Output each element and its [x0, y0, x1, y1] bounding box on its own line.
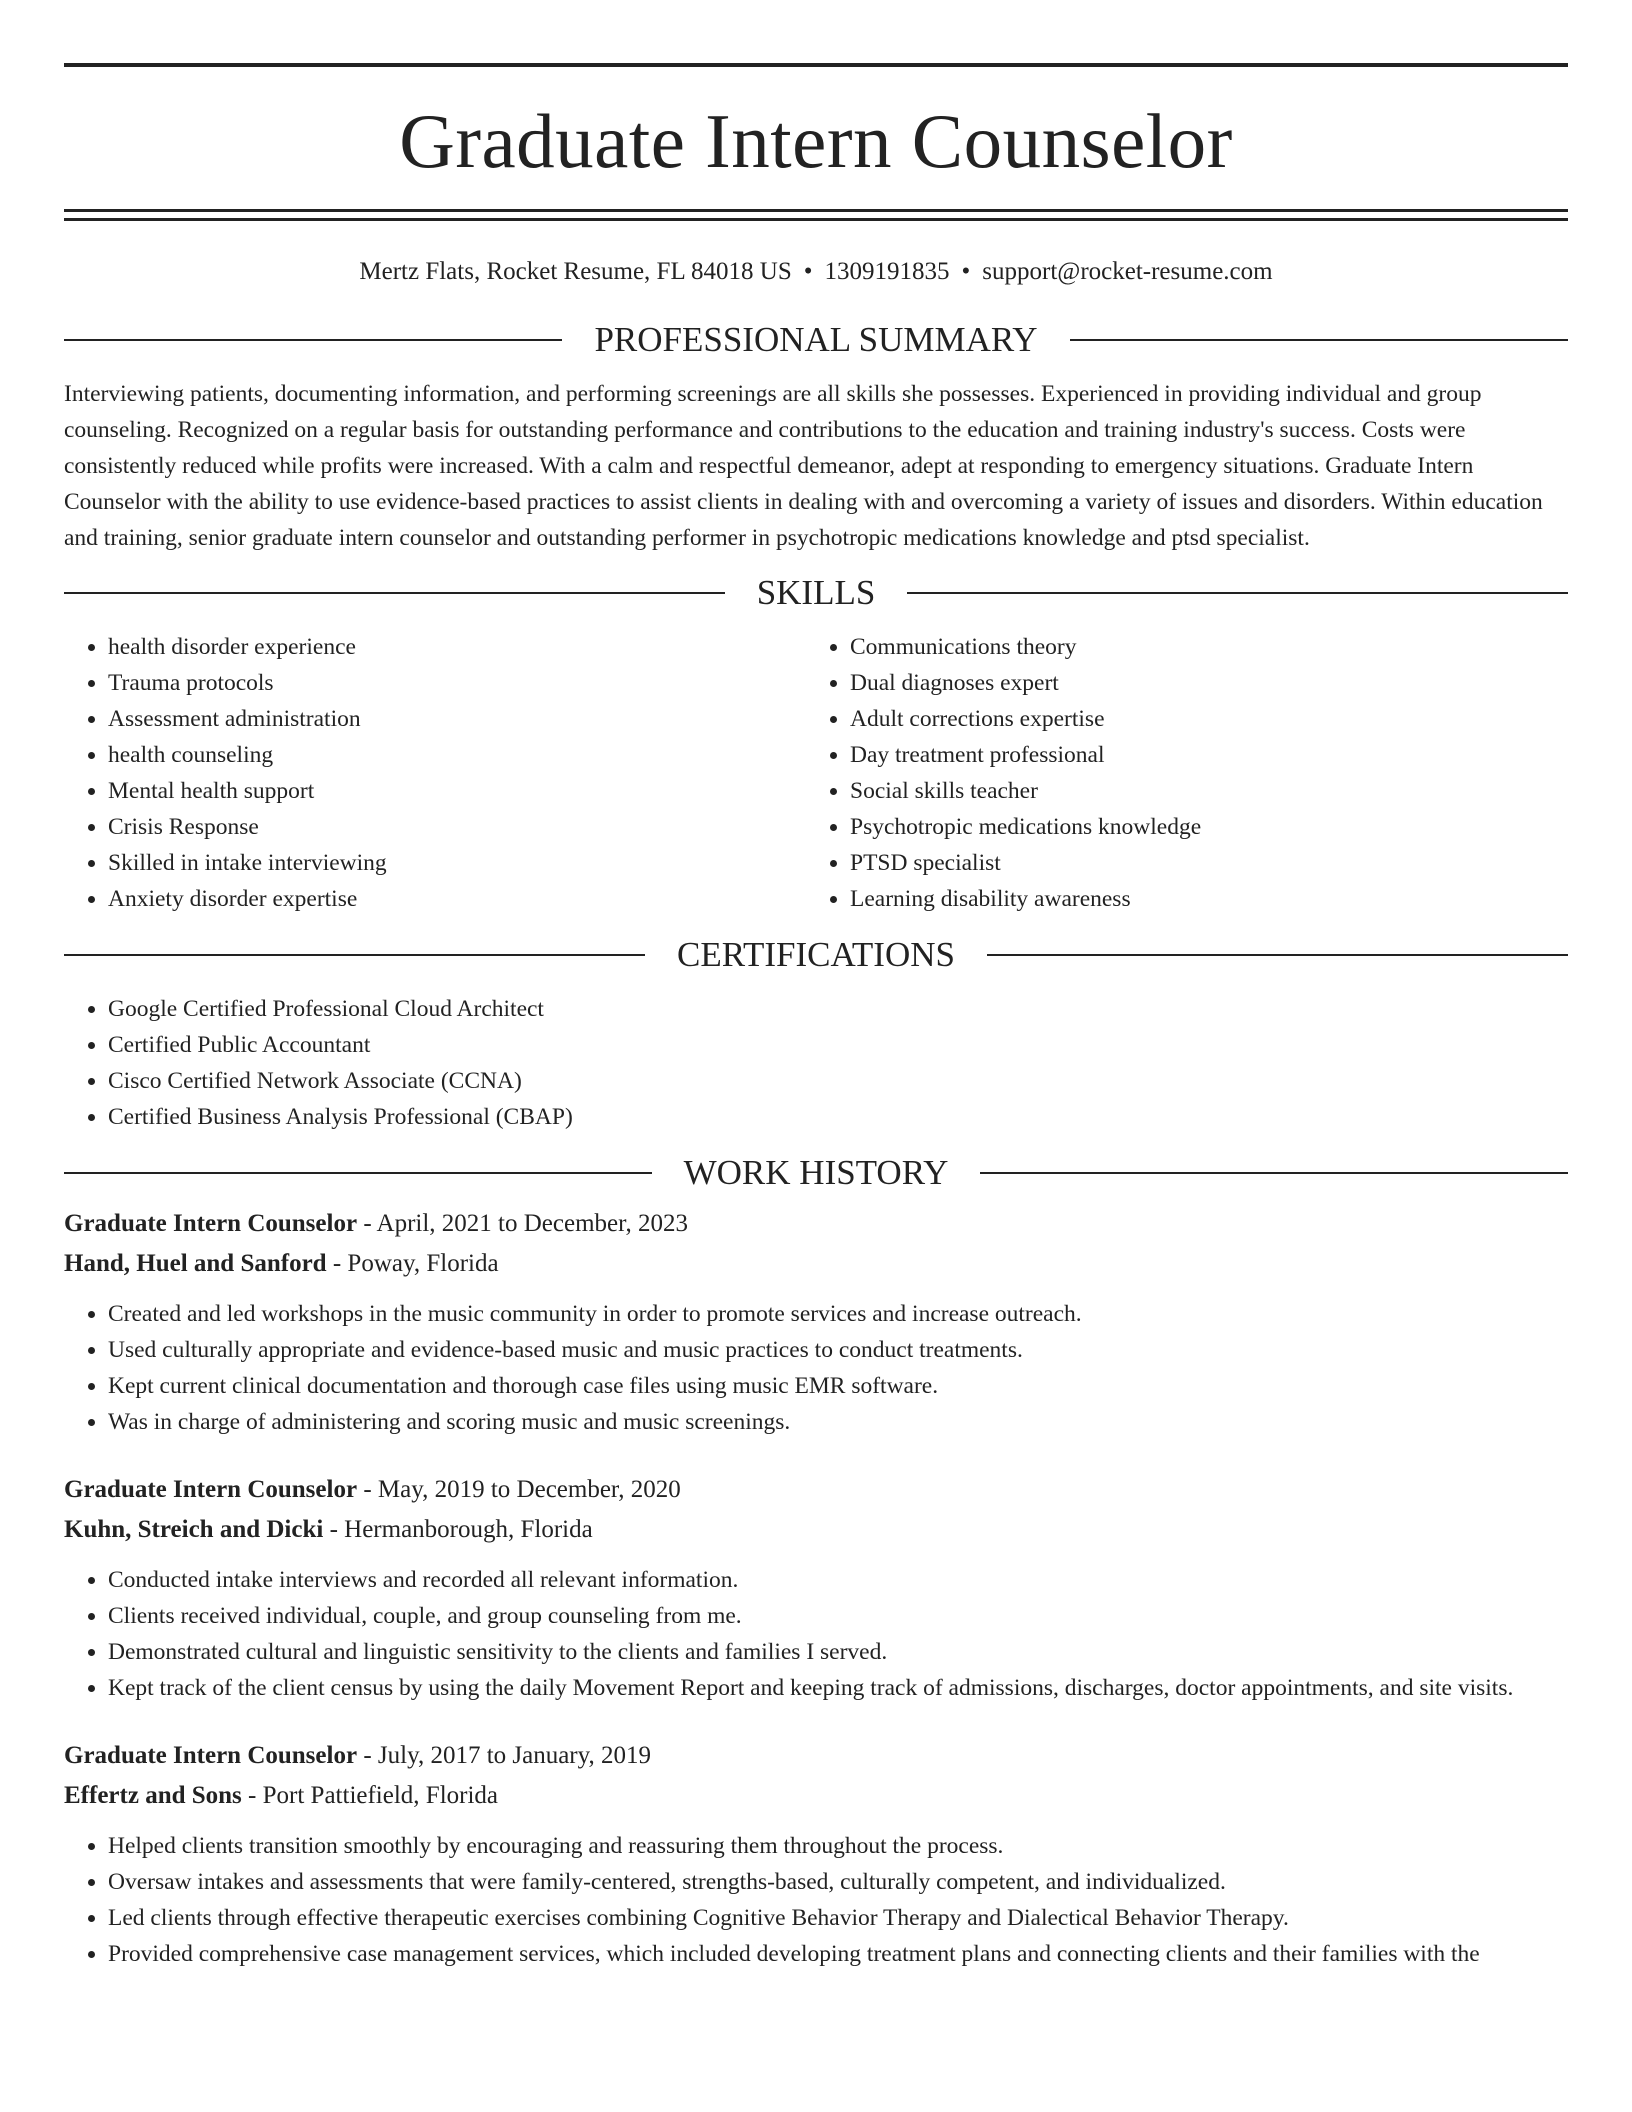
job-bullets — [64, 1296, 1568, 1440]
job-bullet: • Clients received individual, couple, and group counseling from me. — [108, 1598, 1568, 1634]
divider-line — [1070, 339, 1568, 341]
job-dates: July, 2017 to January, 2019 — [377, 1742, 652, 1769]
skill-item: • Day treatment professional — [850, 737, 1548, 773]
skill-item: • Learning disability awareness — [850, 881, 1548, 917]
divider-line — [64, 592, 725, 594]
skill-item: • Trauma protocols — [108, 665, 806, 701]
job-bullet: • Kept current clinical documentation and thorough case files using music EMR software. — [108, 1368, 1568, 1404]
job-bullet: • Was in charge of administering and scoring music and music screenings. — [108, 1404, 1568, 1440]
skill-item: • health counseling — [108, 737, 806, 773]
divider-line — [987, 954, 1568, 956]
skills-right-column — [806, 629, 1548, 917]
skills-columns — [64, 629, 1568, 917]
certification-item: • Google Certified Professional Cloud Architect — [108, 991, 1568, 1027]
divider-line — [980, 1172, 1568, 1174]
job-bullet: • Provided comprehensive case management services, which included developing treatment plans and connecting clients and their families with the — [108, 1936, 1568, 1972]
certifications-list — [64, 991, 1568, 1135]
work-history-heading — [64, 1153, 1568, 1193]
job-entry — [64, 1470, 1568, 1706]
job-bullets — [64, 1828, 1568, 1972]
skill-item: • Social skills teacher — [850, 773, 1548, 809]
job-company: Kuhn, Streich and Dicki — [64, 1516, 324, 1543]
section-title: SKILLS — [756, 573, 876, 612]
job-bullet: • Created and led workshops in the music community in order to promote services and increase outreach. — [108, 1296, 1568, 1332]
job-location: Port Pattiefield, Florida — [262, 1782, 499, 1809]
section-title: CERTIFICATIONS — [677, 935, 955, 974]
job-dates: April, 2021 to December, 2023 — [376, 1210, 688, 1237]
divider-line — [64, 339, 562, 341]
skill-item: • PTSD specialist — [850, 845, 1548, 881]
resume-page — [64, 0, 1568, 1972]
job-title: Graduate Intern Counselor — [64, 1742, 358, 1769]
job-title-line: Graduate Intern Counselor - July, 2017 to January, 2019 — [64, 1742, 652, 1769]
contact-separator: • — [803, 258, 813, 285]
job-entry — [64, 1204, 1568, 1440]
skill-item: • Dual diagnoses expert — [850, 665, 1548, 701]
section-title: PROFESSIONAL SUMMARY — [594, 320, 1038, 359]
contact-line — [64, 257, 1568, 287]
job-location: Poway, Florida — [347, 1250, 499, 1277]
job-title-line: Graduate Intern Counselor - May, 2019 to December, 2020 — [64, 1476, 681, 1503]
job-bullet: • Helped clients transition smoothly by encouraging and reassuring them throughout the process. — [108, 1828, 1568, 1864]
skill-item: • Crisis Response — [108, 809, 806, 845]
job-entry — [64, 1736, 1568, 1972]
skill-item: • health disorder experience — [108, 629, 806, 665]
job-company-line: Kuhn, Streich and Dicki - Hermanborough, Florida — [64, 1516, 593, 1543]
double-rule — [64, 209, 1568, 221]
skill-item: • Adult corrections expertise — [850, 701, 1548, 737]
email: support@rocket-resume.com — [982, 258, 1273, 285]
certification-item: • Certified Public Accountant — [108, 1027, 1568, 1063]
job-bullet: • Used culturally appropriate and evidence-based music and music practices to conduct treatments. — [108, 1332, 1568, 1368]
summary-text: Interviewing patients, documenting information, and performing screenings are all skills she possesses. Experienced in providing individual and group counseling. Recognized on a regular basis for outstanding performance and contributions to the education and training industry's success. Costs were consistently reduced while profits were increased. With a calm and respectful demeanor, adept at responding to emergency situations. Graduate Intern Counselor with the ability to use evidence-based practices to assist clients in dealing with and overcoming a variety of issues and disorders. Within education and training, senior graduate intern counselor and outstanding performer in psychotropic medications knowledge and ptsd specialist. — [64, 381, 1543, 551]
divider-line — [64, 954, 645, 956]
certifications-heading — [64, 935, 1568, 975]
divider-line — [64, 1172, 652, 1174]
address: Mertz Flats, Rocket Resume, FL 84018 US — [359, 258, 792, 285]
candidate-name: Graduate Intern Counselor — [399, 98, 1233, 184]
job-bullet: • Led clients through effective therapeutic exercises combining Cognitive Behavior Therapy and Dialectical Behavior Therapy. — [108, 1900, 1568, 1936]
work-history-jobs — [64, 1204, 1568, 1972]
top-rule — [64, 63, 1568, 67]
job-title: Graduate Intern Counselor — [64, 1476, 358, 1503]
certification-item: • Cisco Certified Network Associate (CCNA) — [108, 1063, 1568, 1099]
certification-item: • Certified Business Analysis Professional (CBAP) — [108, 1099, 1568, 1135]
skill-item: • Assessment administration — [108, 701, 806, 737]
skills-left-column — [64, 629, 806, 917]
skill-item: • Psychotropic medications knowledge — [850, 809, 1548, 845]
skill-item: • Mental health support — [108, 773, 806, 809]
job-bullet: • Kept track of the client census by using the daily Movement Report and keeping track of admissions, discharges, doctor appointments, and site visits. — [108, 1670, 1568, 1706]
section-title: WORK HISTORY — [683, 1153, 949, 1192]
divider-line — [907, 592, 1568, 594]
skill-item: • Anxiety disorder expertise — [108, 881, 806, 917]
job-title-line: Graduate Intern Counselor - April, 2021 to December, 2023 — [64, 1210, 688, 1237]
job-dates: May, 2019 to December, 2020 — [377, 1476, 681, 1503]
job-company: Hand, Huel and Sanford — [64, 1250, 327, 1277]
job-title: Graduate Intern Counselor — [64, 1210, 358, 1237]
phone: 1309191835 — [824, 258, 950, 285]
skill-item: • Communications theory — [850, 629, 1548, 665]
skills-heading — [64, 573, 1568, 613]
skills-right-list — [806, 629, 1548, 917]
job-bullet: • Oversaw intakes and assessments that were family-centered, strengths-based, culturally competent, and individualized. — [108, 1864, 1568, 1900]
job-bullet: • Conducted intake interviews and recorded all relevant information. — [108, 1562, 1568, 1598]
skill-item: • Skilled in intake interviewing — [108, 845, 806, 881]
contact-separator: • — [961, 258, 971, 285]
job-company-line: Hand, Huel and Sanford - Poway, Florida — [64, 1250, 499, 1277]
summary-heading — [64, 320, 1568, 360]
job-bullets — [64, 1562, 1568, 1706]
job-company: Effertz and Sons — [64, 1782, 242, 1809]
skills-left-list — [64, 629, 806, 917]
job-location: Hermanborough, Florida — [344, 1516, 593, 1543]
job-company-line: Effertz and Sons - Port Pattiefield, Florida — [64, 1782, 499, 1809]
job-bullet: • Demonstrated cultural and linguistic sensitivity to the clients and families I served. — [108, 1634, 1568, 1670]
